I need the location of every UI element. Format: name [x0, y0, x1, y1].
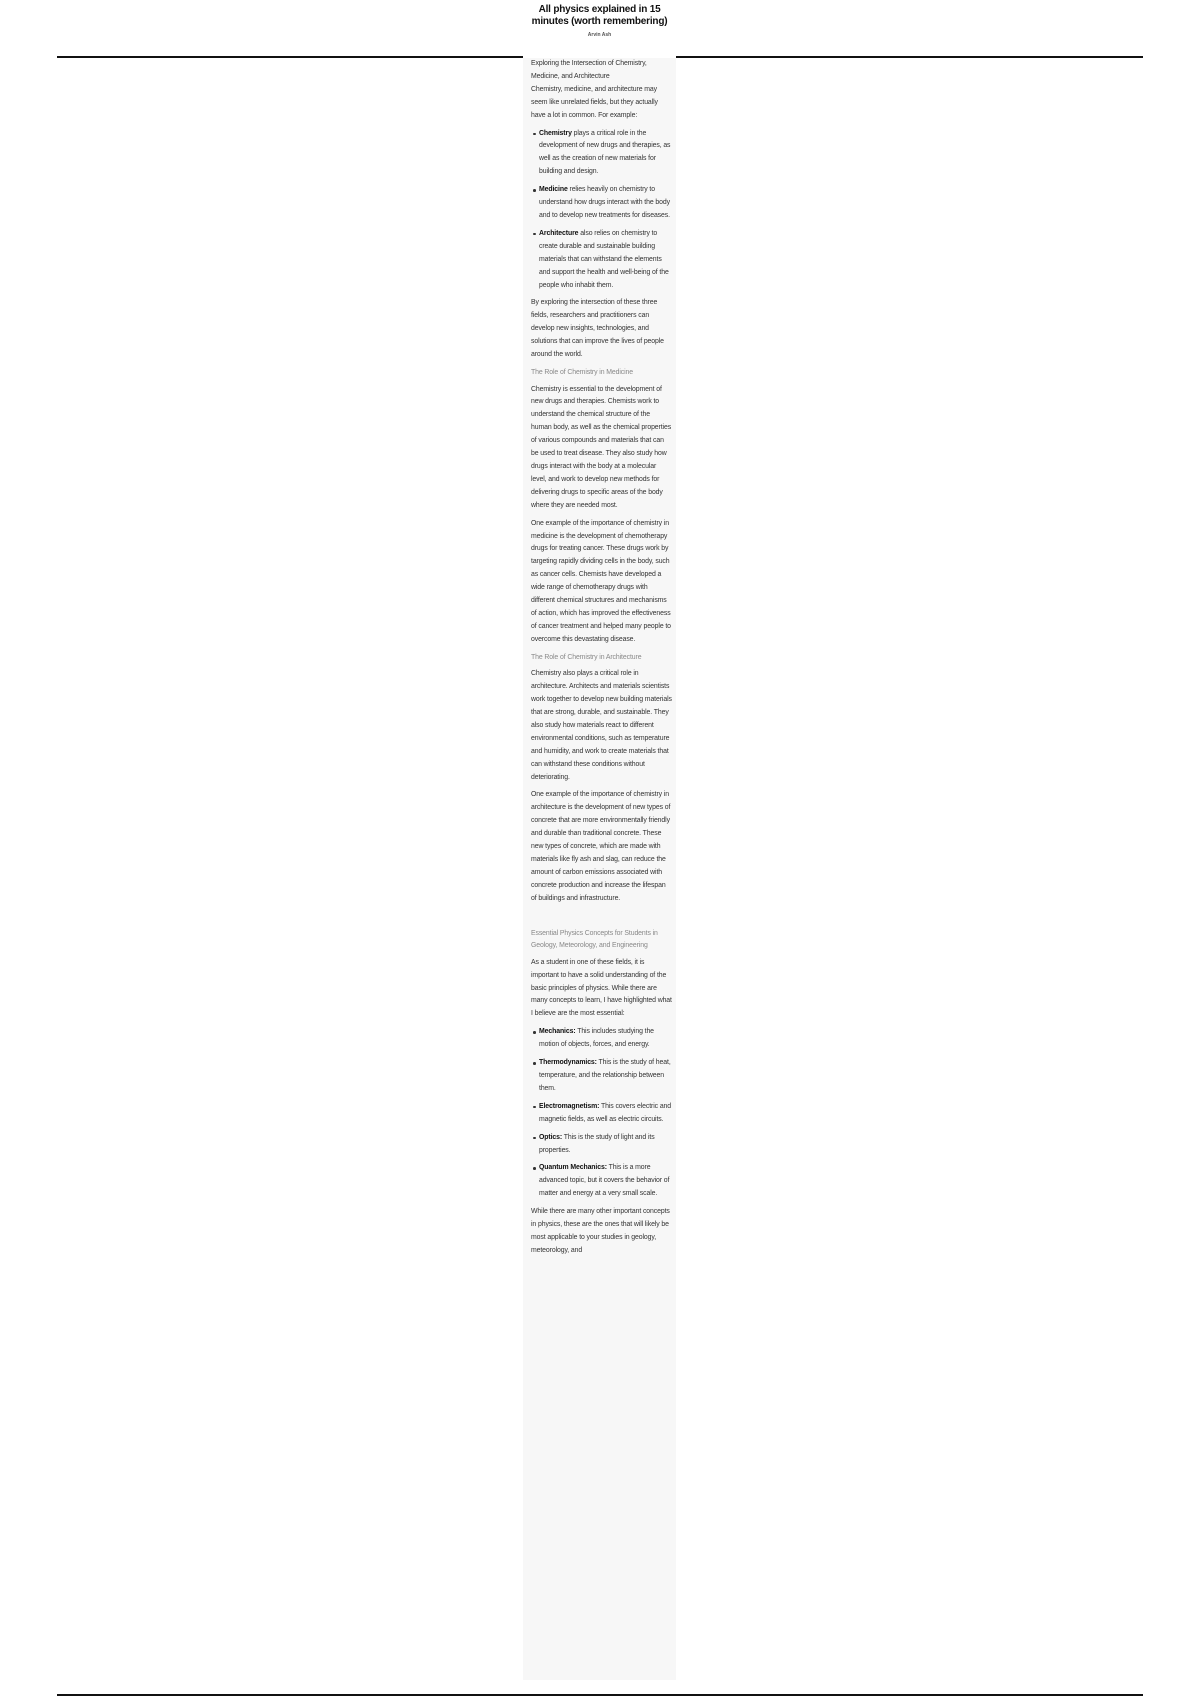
medicine-paragraph: Chemistry is essential to the development of new drugs and therapies. Chemists work to understand the chemical structure of the human body, as well as the chemical properties of various compounds and materials that can be used to treat disease. They also study how drugs interact with the body at a molecular level, and work to develop new methods for delivering drugs to specific areas of the body where they are needed most. [531, 385, 672, 509]
list-item-text: This is a more advanced topic, but it covers the behavior of matter and energy at a very small scale. [539, 1164, 670, 1198]
list-item-text: relies heavily on chemistry to understand how drugs interact with the body and to develop new treatments for diseases. [539, 186, 670, 219]
list-item [539, 228, 672, 293]
list-item-text: This includes studying the motion of objects, forces, and energy. [539, 1028, 654, 1049]
list-item-text: This is the study of light and its properties. [539, 1133, 655, 1154]
physics-list [531, 1026, 672, 1201]
list-item-text: This is the study of heat, temperature, and the relationship between them. [539, 1059, 671, 1092]
list-item [539, 1057, 672, 1096]
list-item [539, 1101, 672, 1127]
intro-list [531, 128, 672, 293]
intro-closing: By exploring the intersection of these three fields, researchers and practitioners can develop new insights, technologies, and solutions that can improve the lives of people around the world. [531, 299, 664, 359]
intro-paragraph: Chemistry, medicine, and architecture may seem like unrelated fields, but they actually have a lot in common. For example: [531, 85, 658, 119]
bottom-rule [57, 1694, 1143, 1696]
list-item-term: Mechanics: [539, 1028, 576, 1036]
list-item-term: Electromagnetism: [539, 1102, 600, 1110]
list-item [539, 184, 672, 223]
medicine-paragraph: One example of the importance of chemistry in medicine is the development of chemotherapy drugs for treating cancer. These drugs work by targeting rapidly dividing cells in the body, such as cancer cells. Chemists have developed a wide range of chemotherapy drugs with different chemical structures and mechanisms of action, which has improved the effectiveness of cancer treatment and helped many people to overcome this devastating disease. [531, 519, 671, 643]
document-title: All physics explained in 15 minutes (worth remembering) [531, 4, 668, 27]
list-item-term: Chemistry [539, 129, 572, 137]
top-rule-left [57, 56, 523, 58]
list-item [539, 1132, 672, 1158]
physics-paragraph: As a student in one of these fields, it is important to have a solid understanding of the basic principles of physics. While there are many concepts to learn, I have highlighted what I believe are the most essential: [531, 958, 672, 1018]
list-item-text: plays a critical role in the development of new drugs and therapies, as well as the creation of new materials for building and design. [539, 129, 671, 176]
list-item [539, 128, 672, 180]
architecture-paragraph: Chemistry also plays a critical role in architecture. Architects and materials scientists work together to develop new building materials that are strong, durable, and sustainable. They also study how materials react to different environmental conditions, such as temperature and humidity, and work to create materials that can withstand these conditions without deteriorating. [531, 670, 672, 781]
list-item [539, 1162, 672, 1201]
architecture-paragraph: One example of the importance of chemistry in architecture is the development of new types of concrete that are more environmentally friendly and durable than traditional concrete. These new types of concrete, which are made with materials like fly ash and slag, can reduce the amount of carbon emissions associated with concrete production and increase the lifespan of buildings and infrastructure. [531, 791, 671, 902]
intro-heading: Exploring the Intersection of Chemistry, Medicine, and Architecture [531, 60, 647, 80]
list-item-text: This covers electric and magnetic fields, as well as electric circuits. [539, 1102, 672, 1123]
list-item-term: Architecture [539, 229, 579, 237]
list-item-term: Quantum Mechanics: [539, 1164, 607, 1172]
section-heading-medicine: The Role of Chemistry in Medicine [531, 368, 634, 376]
section-heading-physics: Essential Physics Concepts for Students in Geology, Meteorology, and Engineering [531, 929, 658, 950]
list-item-term: Thermodynamics: [539, 1059, 597, 1067]
list-item [539, 1026, 672, 1052]
document-author: Arvin Ash [587, 32, 612, 38]
list-item-text: also relies on chemistry to create durable and sustainable building materials that can withstand the elements and support the health and well-being of the people who inhabit them. [539, 229, 669, 289]
physics-closing: While there are many other important concepts in physics, these are the ones that will likely be most applicable to your studies in geology, meteorology, and [531, 1208, 670, 1254]
document-header [523, 4, 676, 39]
list-item-term: Optics: [539, 1133, 563, 1141]
list-item-term: Medicine [539, 186, 568, 194]
top-rule-right [676, 56, 1143, 58]
section-heading-architecture: The Role of Chemistry in Architecture [531, 653, 642, 661]
article-body [523, 58, 676, 1258]
article-column [523, 58, 676, 1680]
